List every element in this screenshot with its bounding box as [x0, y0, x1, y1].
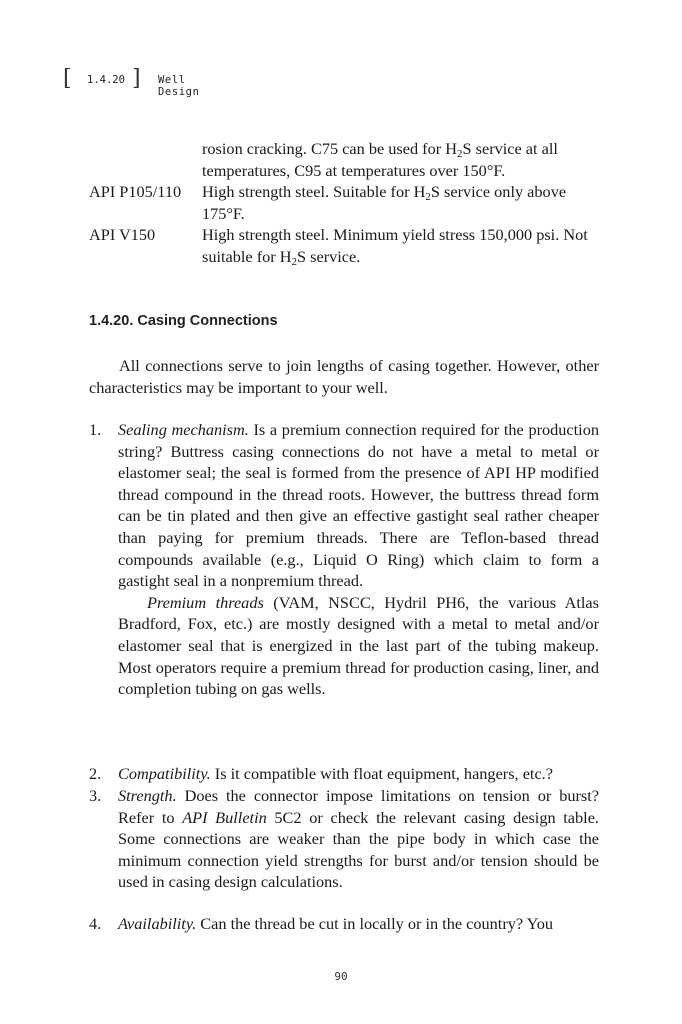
list-item	[89, 913, 599, 935]
page-number: 90	[334, 970, 348, 983]
item-body: Sealing mechanism. Is a premium connection required for the production string? Buttress casing connections do not have a metal to metal or elastomer seal; the seal is formed from the presence of API HP modified thread compound in the thread roots. However, the buttress thread form can be tin plated and then give an effective gastight seal rather cheaper than paying for premium threads. There are Teflon-based thread compounds available (e.g., Liquid O Ring) which claim to form a gastight seal in a nonpremium thread. Premium threads (VAM, NSCC, Hydril PH6, the various Atlas Bradford, Fox, etc.) are mostly designed with a metal to metal and/or elastomer seal that is energized in the last part of the tubing makeup. Most operators require a premium thread for production casing, liner, and completion tubing on gas wells.	[118, 420, 599, 699]
item-number: 3.	[89, 786, 102, 805]
item-term: Availability.	[118, 914, 197, 933]
intro-paragraph: All connections serve to join lengths of casing together. However, other characteristics may be important to your well.	[89, 356, 599, 397]
header-section-number: 1.4.20	[87, 74, 125, 86]
grade-label: API V150	[89, 225, 156, 245]
table-row	[89, 181, 609, 224]
item-body: Availability. Can the thread be cut in locally or in the country? You	[118, 914, 553, 933]
item-term: Sealing mechanism.	[118, 420, 249, 439]
item-number: 4.	[89, 914, 102, 933]
steel-grade-table	[89, 138, 609, 268]
table-row	[89, 138, 609, 181]
section-heading: 1.4.20. Casing Connections	[89, 313, 278, 329]
header-bracket-open: [	[63, 66, 72, 91]
header-bracket-close: ]	[132, 66, 141, 91]
header-running-title: Well Design	[158, 74, 200, 98]
list-item	[89, 419, 599, 700]
grade-label	[89, 138, 202, 181]
grade-description: High strength steel. Minimum yield stress 150,000 psi. Not suitable for $H_2S$ service.	[202, 225, 588, 268]
grade-description: High strength steel. Suitable for $H_2S$ service only above 175°F.	[202, 182, 567, 223]
item-term: Strength.	[118, 786, 177, 805]
item-number: 2.	[89, 764, 102, 783]
list-item	[89, 785, 599, 893]
bulletin-reference: API Bulletin	[182, 807, 267, 827]
table-row	[89, 224, 609, 267]
grade-label: API P105/110	[89, 182, 182, 202]
item-number: 1.	[89, 420, 102, 439]
list-item	[89, 763, 599, 785]
item-body: Strength. Does the connector impose limitations on tension or burst? Refer to API Bulletin 5C2 or check the relevant casing design table. Some connections are weaker than the pipe body in which case the minimum connection yield strengths for burst and/or tension should be used in casing design calculations.	[118, 786, 599, 892]
item-term: Premium threads	[147, 592, 264, 612]
item-term: Compatibility.	[118, 764, 211, 783]
grade-description: rosion cracking. C75 can be used for $H_2S$ service at all temperatures, C95 at temperatures over 150°F.	[202, 139, 558, 180]
item-body: Compatibility. Is it compatible with float equipment, hangers, etc.?	[118, 764, 553, 783]
